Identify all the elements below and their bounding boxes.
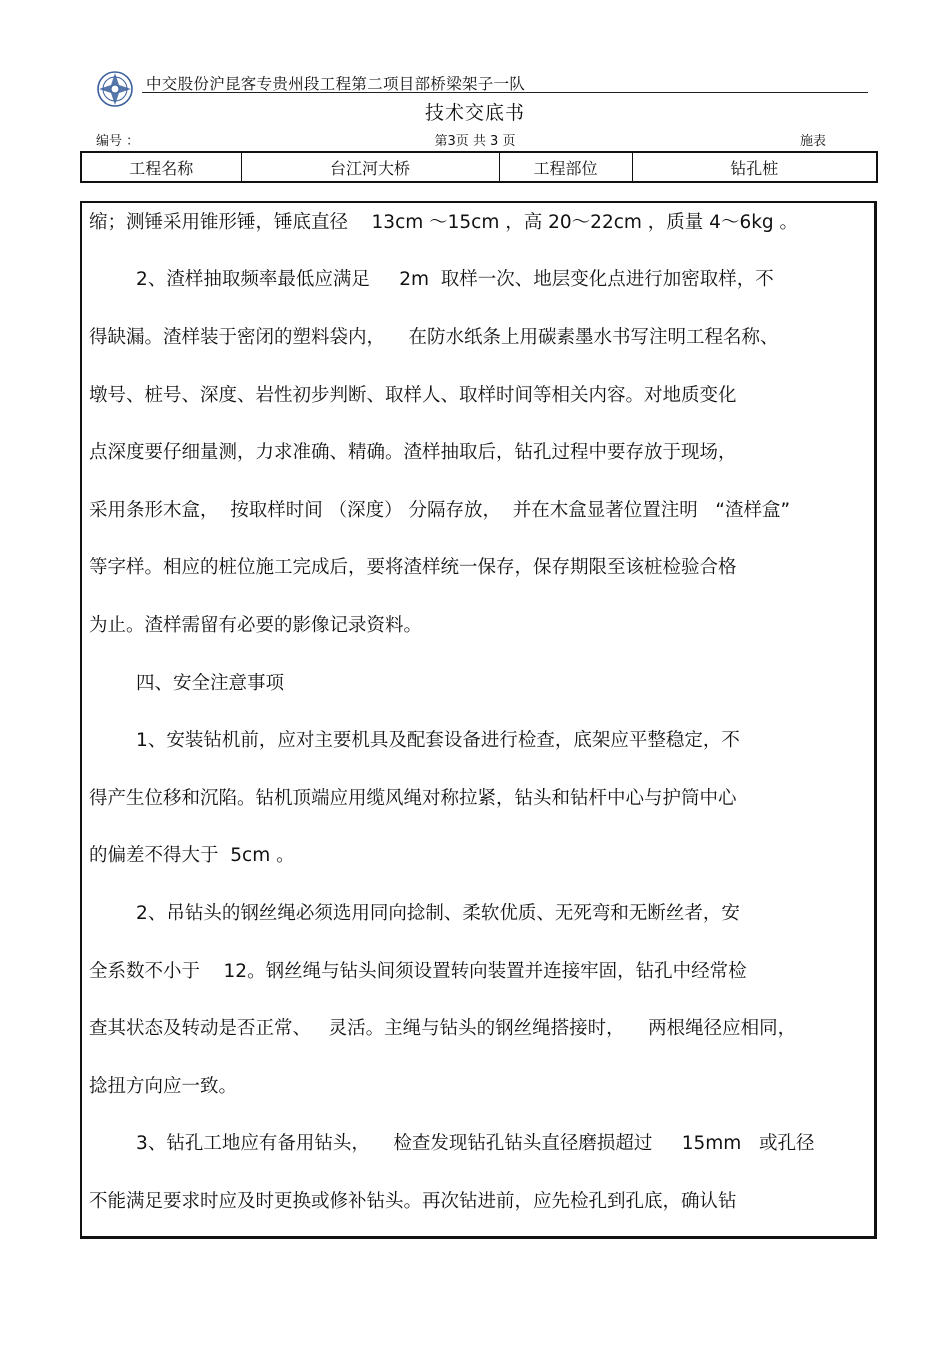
project-name-label: 工程名称 — [81, 152, 241, 182]
text-line: 3、钻孔工地应有备用钻头， 检查发现钻孔钻头直径磨损超过 15mm 或孔径 — [89, 1133, 815, 1154]
text-line: 为止。渣样需留有必要的影像记录资料。 — [89, 615, 423, 636]
text-line: 捻扭方向应一致。 — [89, 1076, 238, 1097]
text-line: 墩号、桩号、深度、岩性初步判断、取样人、取样时间等相关内容。对地质变化 — [89, 385, 737, 406]
text-line: 1、安装钻机前，应对主要机具及配套设备进行检查，底架应平整稳定，不 — [89, 730, 740, 751]
form-label: 施表 — [800, 134, 827, 149]
table-row — [81, 152, 877, 182]
header-divider — [142, 92, 868, 93]
text-line: 采用条形木盒， 按取样时间 （深度） 分隔存放， 并在木盒显著位置注明 “渣样盒” — [89, 500, 791, 521]
text-line: 全系数不小于 12。钢丝绳与钻头间须设置转向装置并连接牢固，钻孔中经常检 — [89, 961, 747, 982]
project-name-value: 台江河大桥 — [241, 152, 499, 182]
organization-name: 中交股份沪昆客专贵州段工程第二项目部桥梁架子一队 — [146, 75, 526, 93]
text-line: 查其状态及转动是否正常、 灵活。主绳与钻头的钢丝绳搭接时， 两根绳径应相同， — [89, 1018, 797, 1039]
page-info: 第3页 共 3 页 — [434, 134, 516, 149]
text-line: 2、吊钻头的钢丝绳必须选用同向捻制、柔软优质、无死弯和无断丝者，安 — [89, 903, 740, 924]
section-heading: 四、安全注意事项 — [89, 673, 285, 694]
text-line: 缩；测锤采用锥形锤，锤底直径 13cm ～15cm ，高 20～22cm ，质量 4～6kg 。 — [89, 212, 799, 233]
document-title: 技术交底书 — [424, 102, 525, 124]
text-line: 点深度要仔细量测，力求准确、精确。渣样抽取后，钻孔过程中要存放于现场， — [89, 442, 737, 463]
document-number-label: 编号 ： — [96, 134, 140, 149]
text-line: 的偏差不得大于 5cm 。 — [89, 845, 295, 866]
text-line: 等字样。相应的桩位施工完成后，要将渣样统一保存，保存期限至该桩检验合格 — [89, 557, 737, 578]
text-line: 得产生位移和沉陷。钻机顶端应用缆风绳对称拉紧，钻头和钻杆中心与护筒中心 — [89, 788, 737, 809]
project-info-table — [80, 151, 878, 183]
project-part-label: 工程部位 — [499, 152, 632, 182]
text-line: 不能满足要求时应及时更换或修补钻头。再次钻进前，应先检孔到孔底，确认钻 — [89, 1191, 737, 1212]
text-line: 2、渣样抽取频率最低应满足 2m 取样一次、地层变化点进行加密取样，不 — [89, 269, 774, 290]
text-line: 得缺漏。渣样装于密闭的塑料袋内， 在防水纸条上用碳素墨水书写注明工程名称、 — [89, 327, 779, 348]
project-part-value: 钻孔桩 — [632, 152, 877, 182]
